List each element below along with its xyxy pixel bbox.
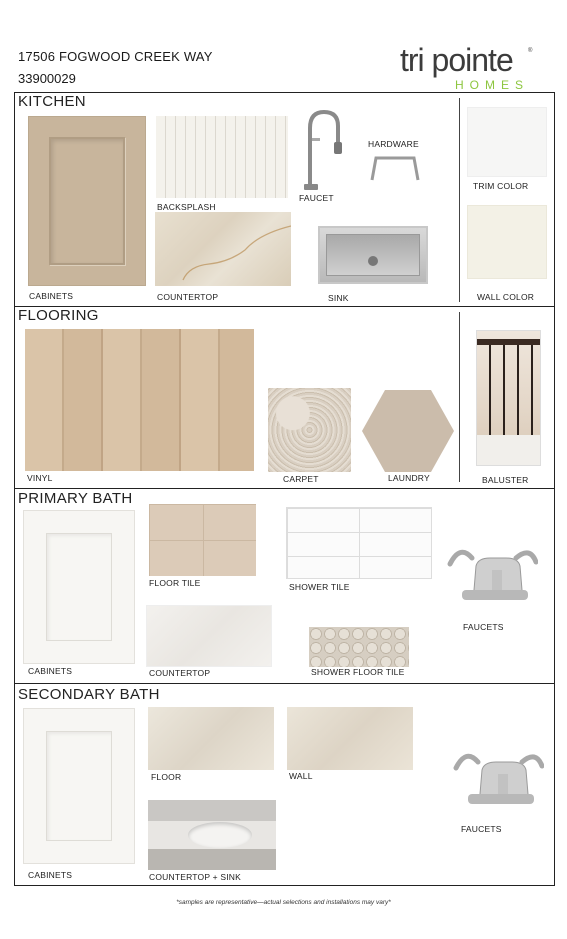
secondary-wall-label: WALL [289,771,313,781]
vinyl-label: VINYL [27,473,53,483]
wall-color-swatch [467,205,547,279]
divider-flooring-baluster [459,312,460,482]
shower-tile-label: SHOWER TILE [289,582,350,592]
baluster-bar [517,345,519,435]
primary-countertop-swatch [146,605,272,667]
vinyl-swatch [25,329,254,471]
baluster-swatch [476,330,541,466]
kitchen-cabinet-swatch [28,116,146,286]
logo-trademark: ® [528,48,533,54]
shower-tile-swatch [286,507,432,579]
primary-faucets-label: FAUCETS [463,622,504,632]
carpet-label: CARPET [283,474,319,484]
countertop-sink-swatch [148,800,276,870]
kitchen-cabinets-label: CABINETS [29,291,74,301]
kitchen-countertop-label: COUNTERTOP [157,292,219,302]
trim-color-swatch [467,107,547,177]
faucet-label: FAUCET [299,193,334,203]
vanity-basin [188,822,252,848]
cabinet-pull-icon [368,152,422,182]
disclaimer: *samples are representative—actual selections and installations may vary* [176,899,391,906]
secondary-cabinet-swatch [23,708,135,864]
secondary-cabinets-label: CABINETS [28,870,73,880]
faucet-icon [298,108,344,192]
sink-label: SINK [328,293,349,303]
secondary-faucets-label: FAUCETS [461,824,502,834]
laundry-label: LAUNDRY [388,473,430,483]
logo-text: tri pointe [400,42,513,78]
baluster-bar [489,345,491,435]
primary-countertop-label: COUNTERTOP [149,668,211,678]
baluster-bar [531,345,533,435]
section-title-secondary-bath: SECONDARY BATH [18,686,160,703]
divider-kitchen-colors [459,98,460,302]
secondary-floor-label: FLOOR [151,772,182,782]
countertop-sink-label: COUNTERTOP + SINK [149,872,241,882]
sink-drain [368,256,378,266]
logo-subtext: HOMES [455,78,530,92]
address: 17506 FOGWOOD CREEK WAY [18,49,213,64]
trim-color-label: TRIM COLOR [473,181,529,191]
primary-floor-tile-label: FLOOR TILE [149,578,201,588]
section-title-flooring: FLOORING [18,307,99,324]
secondary-floor-swatch [148,707,274,770]
cabinet-door-panel [49,137,125,265]
sink-swatch [318,226,428,284]
divider-primary-secondary [14,683,555,684]
primary-cabinets-label: CABINETS [28,666,73,676]
primary-floor-tile-swatch [149,504,256,576]
lot-code: 33900029 [18,71,76,86]
baluster-label: BALUSTER [482,475,529,485]
bath-faucet-icon [446,540,538,612]
backsplash-swatch [156,116,288,198]
section-title-kitchen: KITCHEN [18,93,86,110]
cabinet-door-panel [46,731,112,841]
carpet-swatch [268,388,351,472]
stair-step [477,435,540,465]
shower-floor-tile-label: SHOWER FLOOR TILE [311,667,405,677]
kitchen-countertop-swatch [155,212,291,286]
secondary-wall-swatch [287,707,413,770]
baluster-bar [503,345,505,435]
countertop-vein [155,212,291,286]
hardware-label: HARDWARE [368,139,419,149]
shower-floor-tile-swatch [309,627,409,667]
section-title-primary-bath: PRIMARY BATH [18,490,133,507]
bath-faucet-icon [452,744,544,816]
backsplash-label: BACKSPLASH [157,202,216,212]
primary-cabinet-swatch [23,510,135,664]
sink-bowl [326,234,420,276]
cabinet-door-panel [46,533,112,641]
logo-wordmark [400,44,513,76]
wall-color-label: WALL COLOR [477,292,535,302]
divider-flooring-primary [14,488,555,489]
